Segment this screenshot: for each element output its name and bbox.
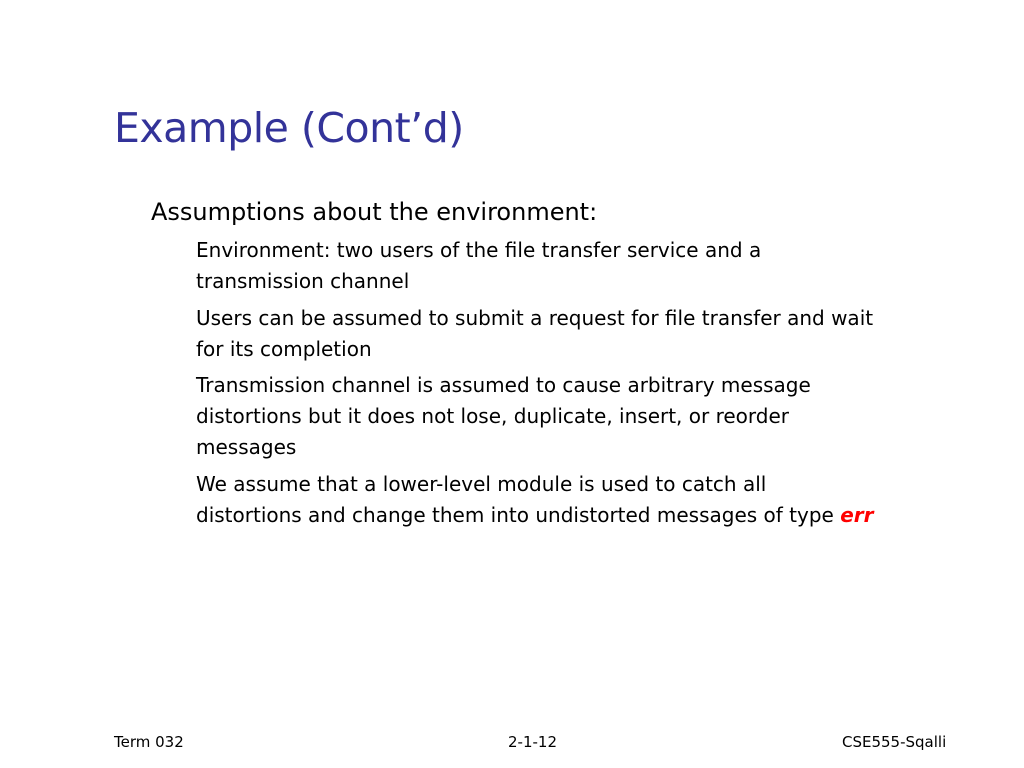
sub-bullet-line: for its completion: [196, 337, 372, 361]
footer-page: 2-1-12: [508, 733, 557, 751]
sub-bullet-line: [196, 500, 976, 531]
sub-bullet-users: [196, 303, 976, 365]
slide-title: Example (Cont’d): [114, 104, 464, 152]
sub-bullet-line: Users can be assumed to submit a request for file transfer and wait: [196, 306, 874, 330]
sub-bullet-lower-level: [196, 469, 976, 531]
sub-bullet-line: messages: [196, 435, 297, 459]
sub-bullet-line: Environment: two users of the file transfer service and a: [196, 238, 762, 262]
sub-bullet-environment: [196, 235, 976, 297]
footer-course: CSE555-Sqalli: [842, 733, 947, 751]
sub-bullet-text: distortions and change them into undistorted messages of type: [196, 503, 841, 527]
sub-bullet-transmission: [196, 370, 976, 463]
sub-bullet-line: transmission channel: [196, 269, 410, 293]
bullet-assumptions: Assumptions about the environment:: [151, 198, 598, 226]
err-keyword: err: [840, 503, 874, 527]
sub-bullet-line: Transmission channel is assumed to cause arbitrary message: [196, 373, 811, 397]
sub-bullet-line: We assume that a lower-level module is used to catch all: [196, 472, 767, 496]
sub-bullet-line: distortions but it does not lose, duplicate, insert, or reorder: [196, 404, 790, 428]
footer-term: Term 032: [114, 733, 184, 751]
